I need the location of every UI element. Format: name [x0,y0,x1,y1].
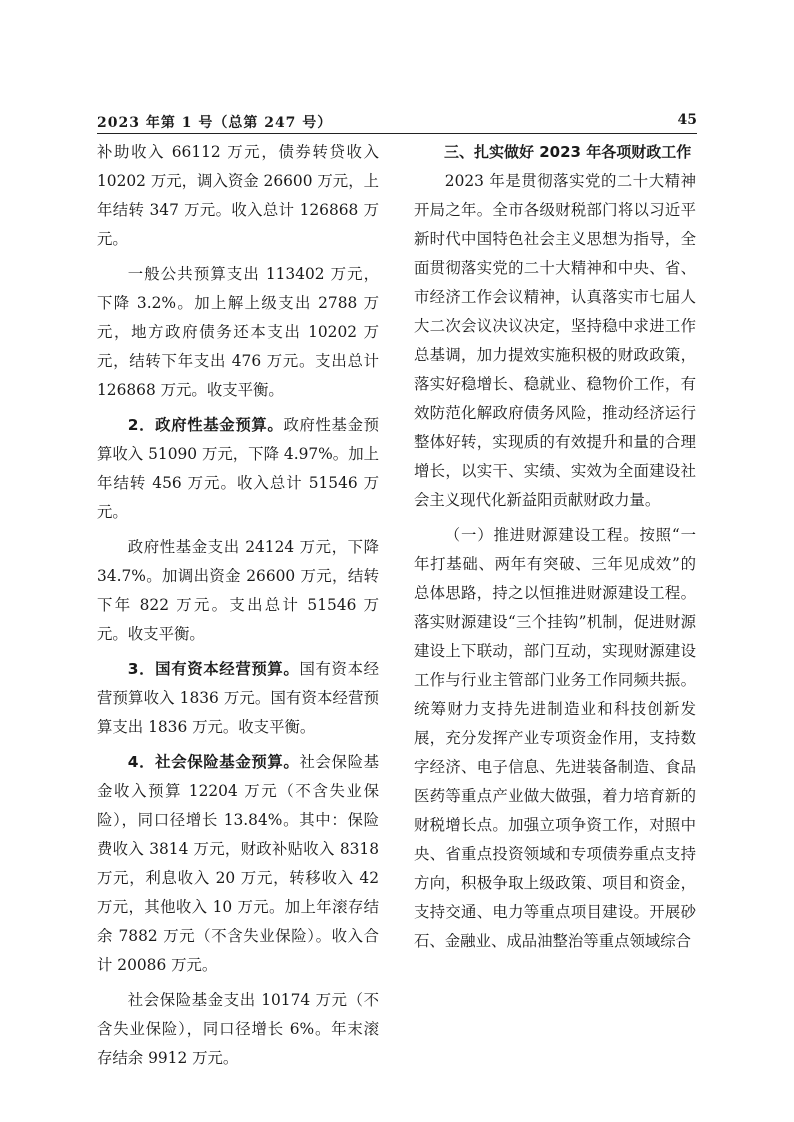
paragraph [414,521,696,956]
paragraph: 2023 年是贯彻落实党的二十大精神开局之年。全市各级财税部门将以习近平新时代中国特色社会主义思想为指导，全面贯彻落实党的二十大精神和中央、省、市经济工作会议精神，认真落实市七届人大二次会议决议决定，坚持稳中求进工作总基调，加力提效实施积极的财政政策，落实好稳增长、稳就业、稳物价工作，有效防范化解政府债务风险，推动经济运行整体好转，实现质的有效提升和量的合理增长，以实干、实绩、实效为全面建设社会主义现代化新益阳贡献财政力量。 [414,172,696,509]
paragraph: 政府性基金支出 24124 万元，下降 34.7%。加调出资金 26600 万元，结转下年 822 万元。支出总计 51546 万元。收支平衡。 [97,538,379,643]
paragraph: 补助收入 66112 万元，债券转贷收入 10202 万元，调入资金 26600 万元，上年结转 347 万元。收入总计 126868 万元。 [97,143,379,248]
page-number: 45 [677,112,697,128]
paragraph-body: 政府性基金预算收入 51090 万元，下降 4.97%。加上年结转 456 万元。收入总计 51546 万元。 [97,416,379,521]
paragraph-body: 按照“一年打基础、两年有突破、三年见成效”的总体思路，持之以恒推进财源建设工程。落实财源建设“三个挂钩”机制，促进财源建设上下联动，部门互动，实现财源建设工作与行业主管部门业务工作同频共振。统筹财力支持先进制造业和科技创新发展，充分发挥产业专项资金作用，支持数字经济、电子信息、先进装备制造、食品医药等重点产业做大做强，着力培育新的财税增长点。加强立项争资工作，对照中央、省重点投资领域和专项债券重点支持方向，积极争取上级政策、项目和资金，支持交通、电力等重点项目建设。开展砂石、金融业、成品油整治等重点领域综合 [414,526,696,950]
paragraph-title: （一）推进财源建设工程。 [444,526,640,544]
paragraph: 社会保险基金支出 10174 万元（不含失业保险），同口径增长 6%。年末滚存结余 9912 万元。 [97,991,379,1067]
paragraph-title: 2．政府性基金预算。 [127,416,284,434]
paragraph [97,748,379,980]
left-column [97,138,379,1079]
right-column [414,138,696,962]
paragraph: 一般公共预算支出 113402 万元，下降 3.2%。加上解上级支出 2788 万元，地方政府债务还本支出 10202 万元，结转下年支出 476 万元。支出总计 126868 万元。收支平衡。 [97,265,379,399]
paragraph-body: 社会保险基金收入预算 12204 万元（不含失业保险），同口径增长 13.84%。其中：保险费收入 3814 万元，财政补贴收入 8318 万元，利息收入 20 万元，转移收入 42 万元，其他收入 10 万元。加上年滚存结余 7882 万元（不含失业保险）。收入合计 20086 万元。 [97,753,379,974]
paragraph-title: 3．国有资本经营预算。 [127,660,300,678]
header-rule [97,133,697,134]
page-header [97,112,697,132]
paragraph [97,655,379,742]
paragraph-title: 4．社会保险基金预算。 [127,753,300,771]
paragraph [97,411,379,527]
issue-label: 2023 年第 1 号（总第 247 号） [97,115,333,131]
section-heading: 三、扎实做好 2023 年各项财政工作 [444,143,692,161]
paragraph-body: 国有资本经营预算收入 1836 万元。国有资本经营预算支出 1836 万元。收支平衡。 [97,660,379,736]
